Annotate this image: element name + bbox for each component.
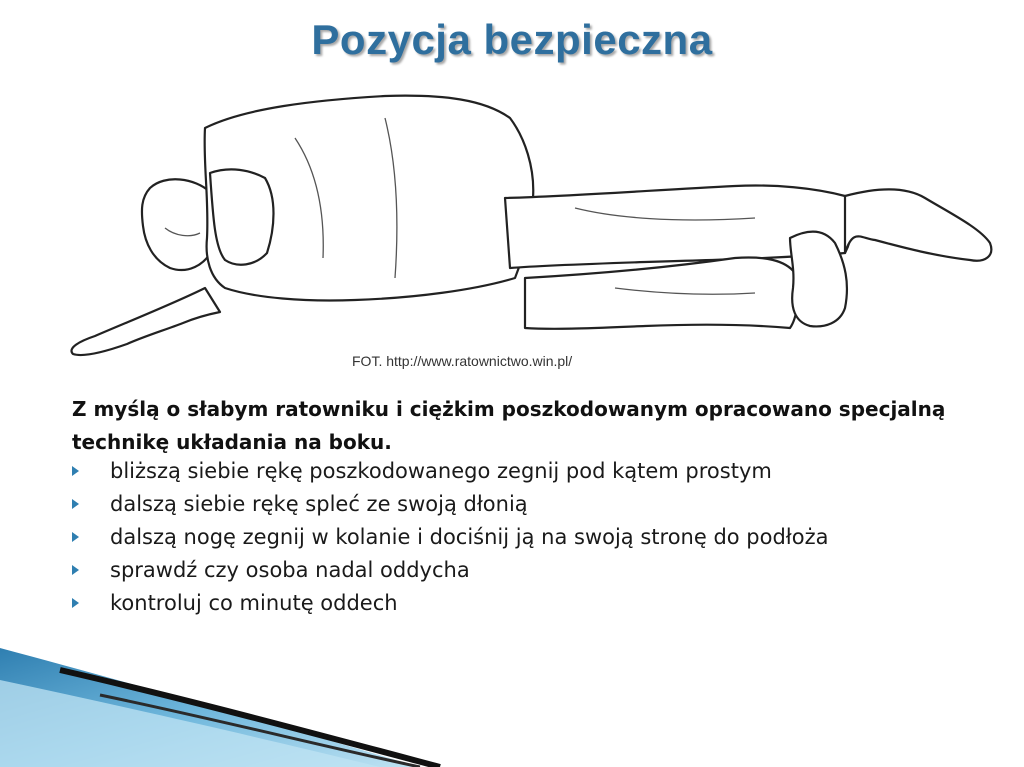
triangle-right-icon <box>72 499 79 509</box>
photo-credit: FOT. http://www.ratownictwo.win.pl/ <box>352 353 573 369</box>
decorative-wave <box>0 640 1024 767</box>
list-item-text: kontroluj co minutę oddech <box>110 591 398 615</box>
list-item <box>72 458 972 485</box>
list-item <box>72 557 972 584</box>
list-item <box>72 524 972 551</box>
recovery-position-illustration <box>55 78 1010 378</box>
triangle-right-icon <box>72 598 79 608</box>
list-item-text: bliższą siebie rękę poszkodowanego zegnij pod kątem prostym <box>110 459 772 483</box>
list-item-text: sprawdź czy osoba nadal oddycha <box>110 558 470 582</box>
triangle-right-icon <box>72 466 79 476</box>
list-item-text: dalszą siebie rękę spleć ze swoją dłonią <box>110 492 528 516</box>
bullet-list <box>72 458 972 623</box>
triangle-right-icon <box>72 565 79 575</box>
list-item <box>72 590 972 617</box>
triangle-right-icon <box>72 532 79 542</box>
list-item <box>72 491 972 518</box>
list-item-text: dalszą nogę zegnij w kolanie i dociśnij ją na swoją stronę do podłoża <box>110 525 829 549</box>
intro-paragraph: Z myślą o słabym ratowniku i ciężkim poszkodowanym opracowano specjalną technikę układania na boku. <box>72 397 946 454</box>
slide-title: Pozycja bezpieczna <box>311 16 713 63</box>
